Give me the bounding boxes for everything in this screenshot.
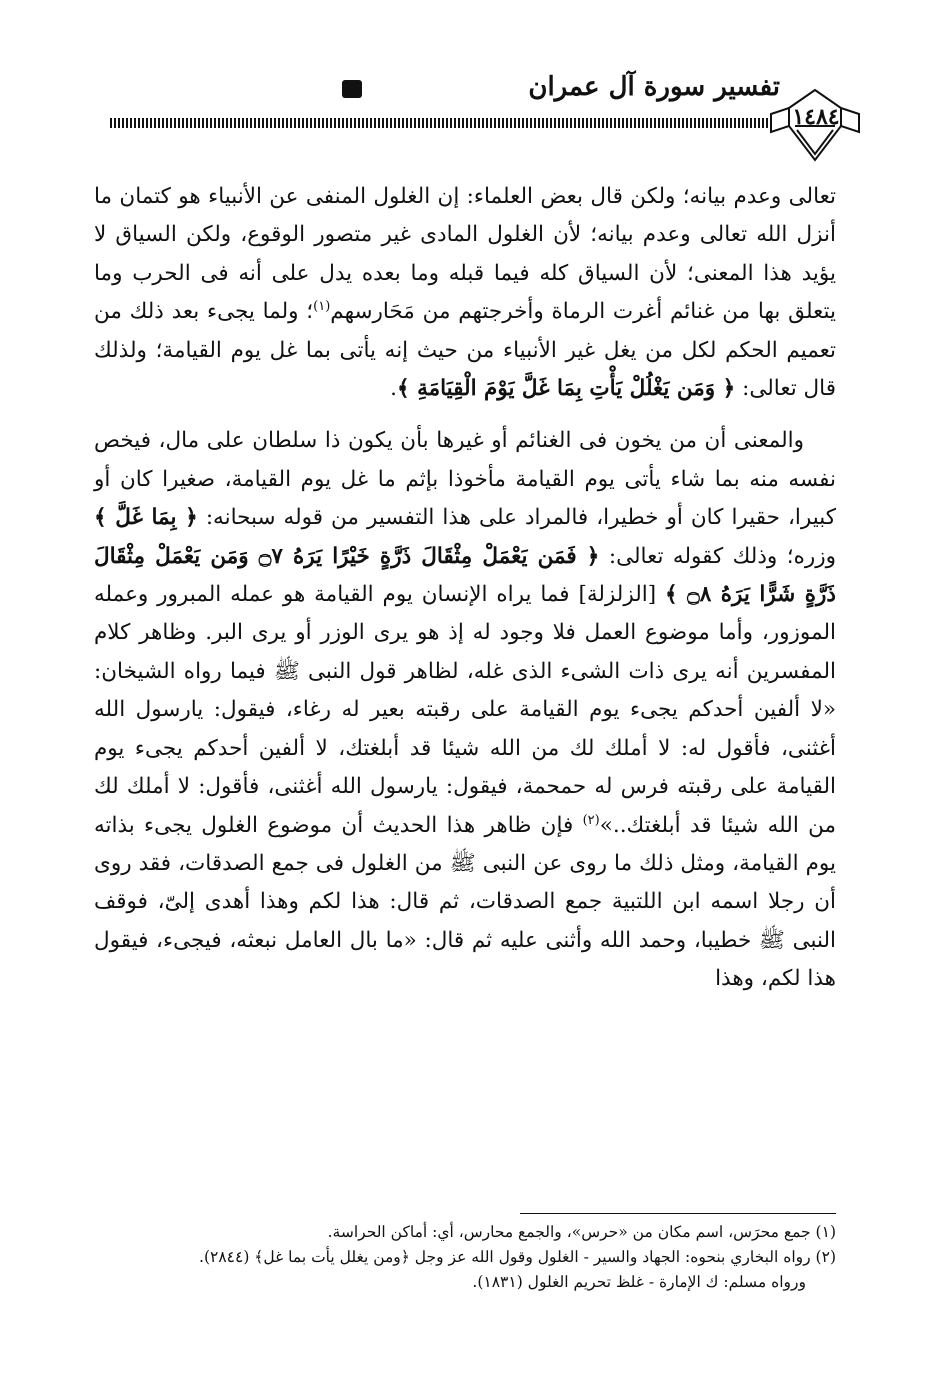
page-number: ١٤٨٤ [792,104,840,130]
footnote-ref-1[interactable]: (١) [313,299,331,315]
text-span: فإن ظاهر هذا الحديث أن موضوع الغلول يجىء بذاته يوم القيامة، ومثل ذلك ما روى عن النبى ﷺ من الغلول فى جمع الصدقات، فقد روى أن رجلا اسمه ابن اللتبية جمع الصدقات، ثم قال: هذا لكم وهذا أهدى إلىّ، فوقف النبى ﷺ خطيبا، وحمد الله وأثنى عليه ثم قال: «ما بال العامل نبعثه، فيجىء، فيقول هذا لكم، وهذا [94,812,836,992]
header-rule [110,118,770,128]
text-span: ؛ ولما يجىء بعد ذلك من تعميم الحكم لكل من يغل غير الأنبياء من [94,299,836,363]
footnote-2-continuation: ورواه مسلم: ك الإمارة - غلظ تحريم الغلول (١٨٣١). [472,1273,806,1291]
text-span: مَحَارسهم [330,299,415,325]
footnotes [94,1220,836,1295]
text-line: كتمان ما أنزل الله تعالى وعدم بيانه؛ لأن الغلول المادى غير متصور [94,184,836,248]
text-line: على أنه فى الحرب وما يتعلق بها من غنائم أغرت الرماة وأخرجتهم من [94,260,836,325]
quran-verse: ﴿ بِمَا غَلَّ ﴾ [94,505,198,531]
text-line: الوقوع، ولكن السياق لا يؤيد هذا المعنى؛ لأن السياق كله فيما قبله وما بعده يدل [94,222,836,286]
paragraph-2 [94,422,836,998]
paragraph-1 [94,178,836,408]
footnote-1: (١) جمع محرَس، اسم مكان من «حرس»، والجمع محارس، أي: أماكن الحراسة. [327,1223,836,1241]
body-text [94,178,836,999]
footnote-rule [520,1213,836,1214]
running-header-title: تفسير سورة آل عمران [528,72,780,102]
quran-verse: ﴿ وَمَن يَغْلُلْ يَأْتِ بِمَا غَلَّ يَوْمَ الْقِيَامَةِ ﴾ [397,376,736,402]
text-line: تعالى وعدم بيانه؛ ولكن قال بعض العلماء: إن الغلول المنفى عن الأنبياء هو [178,184,836,209]
text-span: والمعنى أن من يخون فى الغنائم أو غيرها بأن يكون ذا سلطان على مال، فيخص نفسه منه بما شاء يأتى يوم القيامة مأخوذا بإثم ما غل يوم القيامة، صغيرا كان أو كبيرا، حقيرا كان أو خطيرا، فالمراد على هذا التفسير من قوله سبحانه: [94,428,836,531]
header-ornament-icon [342,80,362,98]
text-span: [الزلزلة] فما يراه الإنسان يوم القيامة هو عمله المبرور وعمله الموزور، وأما موضوع العمل فلا وجود له إذ هو يرى الوزر أو يرى البر. وظاهر كلام المفسرين أنه يرى ذات الشىء الذى غله، لظاهر قول النبى ﷺ فيما رواه الشيخان: «لا ألفين أحدكم يجىء يوم القيامة على رقبته بعير له رغاء، فيقول: يارسول الله أغثنى، فأقول له: لا أملك لك من الله شيئا قد أبلغتك، لا ألفين أحدكم يجىء يوم القيامة على رقبته فرس له حمحمة، فيقول: يارسول الله أغثنى، فأقول: لا أملك لك من الله شيئا قد أبلغتك..» [94,582,836,838]
quran-verse: ﴿ فَمَن يَعْمَلْ مِثْقَالَ ذَرَّةٍ خَيْرًا يَرَهُ ۝٧ وَمَن يَعْمَلْ مِثْقَالَ ذَرَّةٍ شَرًّا يَرَهُ ۝٨ ﴾ [94,543,836,608]
text-span: . [390,376,397,402]
text-span: حيث إنه يأتى بما غل يوم القيامة؛ ولذلك قال تعالى: [94,337,836,402]
footnote-ref-2[interactable]: (٢) [582,812,600,828]
text-span: وزره؛ وذلك كقوله تعالى: [608,543,837,569]
footnote-2: (٢) رواه البخاري بنحوه: الجهاد والسير - الغلول وقول الله عز وجل ﴿ومن يغلل يأت بما غل﴾ (٢٨٤٤). [199,1248,836,1266]
